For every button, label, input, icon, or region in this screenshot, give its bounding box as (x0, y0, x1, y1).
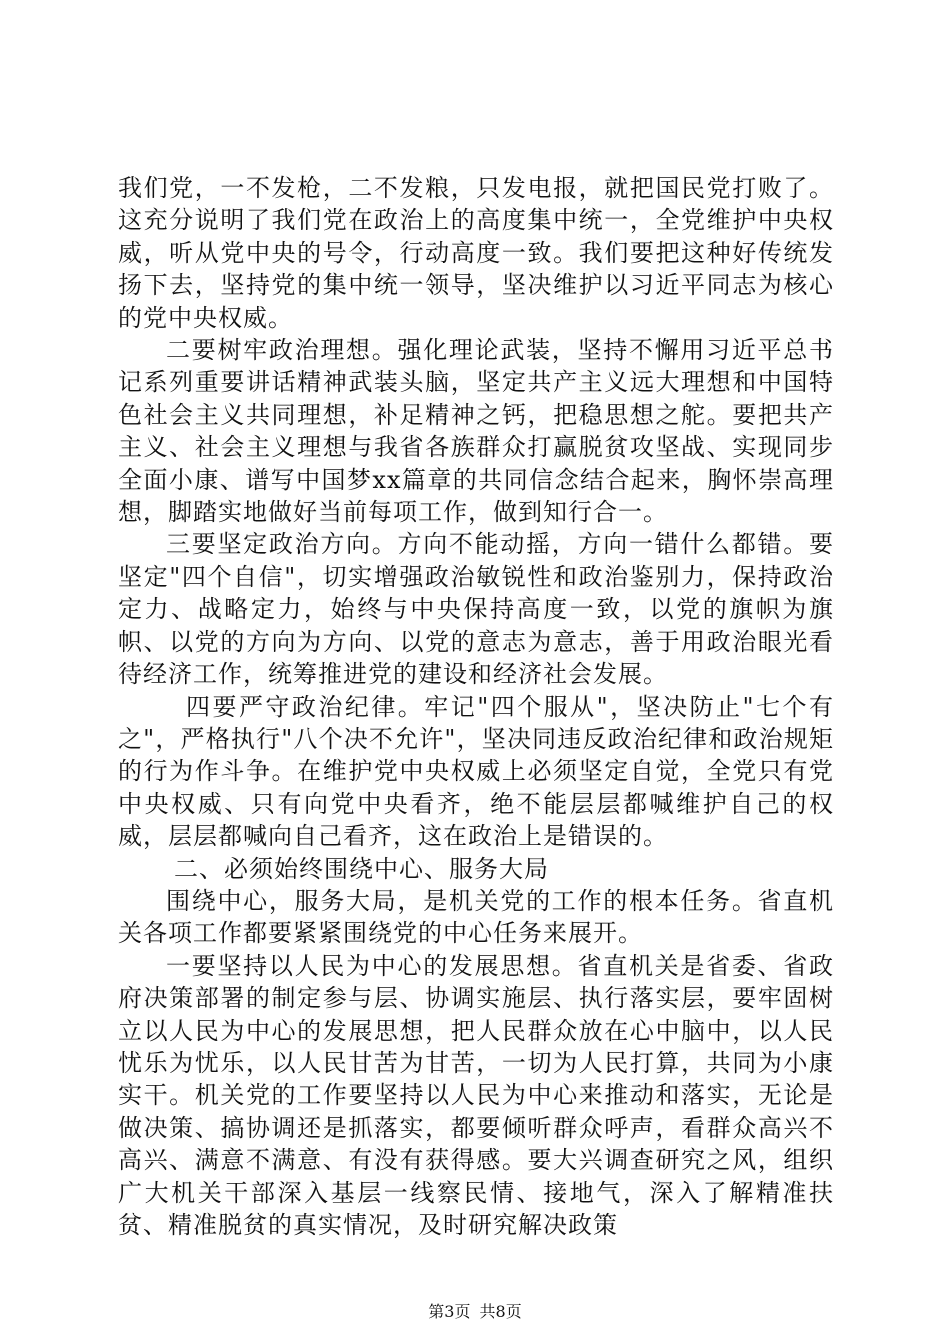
paragraph-political-direction: 三要坚定政治方向。方向不能动摇，方向一错什么都错。要坚定"四个自信"，切实增强政治敏锐性和政治鉴别力，保持政治定力、战略定力，始终与中央保持高度一致，以党的旗帜为旗帜、以党的方向为方向、以党的意志为意志，善于用政治眼光看待经济工作，统筹推进党的建设和经济社会发展。 (118, 530, 834, 689)
document-body (118, 172, 834, 1241)
paragraph-core-task: 围绕中心，服务大局，是机关党的工作的根本任务。省直机关各项工作都要紧紧围绕党的中心任务来展开。 (118, 886, 834, 948)
paragraph-political-ideal: 二要树牢政治理想。强化理论武装，坚持不懈用习近平总书记系列重要讲话精神武装头脑，坚定共产主义远大理想和中国特色社会主义共同理想，补足精神之钙，把稳思想之舵。要把共产主义、社会主义理想与我省各族群众打赢脱贫攻坚战、实现同步全面小康、谱写中国梦xx篇章的共同信念结合起来，胸怀崇高理想，脚踏实地做好当前每项工作，做到知行合一。 (118, 336, 834, 527)
section-heading: 二、必须始终围绕中心、服务大局 (174, 854, 549, 883)
page-number: 第3页 (428, 1302, 471, 1321)
paragraph-continuation: 我们党，一不发枪，二不发粮，只发电报，就把国民党打败了。这充分说明了我们党在政治上的高度集中统一，全党维护中央权威，听从党中央的号令，行动高度一致。我们要把这种好传统发扬下去，坚持党的集中统一领导，坚决维护以习近平同志为核心的党中央权威。 (118, 174, 834, 332)
page-total: 共8页 (479, 1302, 522, 1321)
page-footer (0, 1302, 950, 1322)
paragraph-political-discipline: 四要严守政治纪律。牢记"四个服从"，坚决防止"七个有之"，严格执行"八个决不允许"，坚决同违反政治纪律和政治规矩的行为作斗争。在维护党中央权威上必须坚定自觉，全党只有党中央权威、只有向党中央看齐，绝不能层层都喊维护自己的权威，层层都喊向自己看齐，这在政治上是错误的。 (118, 692, 834, 851)
paragraph-people-centered: 一要坚持以人民为中心的发展思想。省直机关是省委、省政府决策部署的制定参与层、协调实施层、执行落实层，要牢固树立以人民为中心的发展思想，把人民群众放在心中脑中，以人民忧乐为忧乐，以人民甘苦为甘苦，一切为人民打算，共同为小康实干。机关党的工作要坚持以人民为中心来推动和落实，无论是做决策、搞协调还是抓落实，都要倾听群众呼声，看群众高兴不高兴、满意不满意、有没有获得感。要大兴调查研究之风，组织广大机关干部深入基层一线察民情、接地气，深入了解精准扶贫、精准脱贫的真实情况，及时研究解决政策 (118, 951, 834, 1239)
